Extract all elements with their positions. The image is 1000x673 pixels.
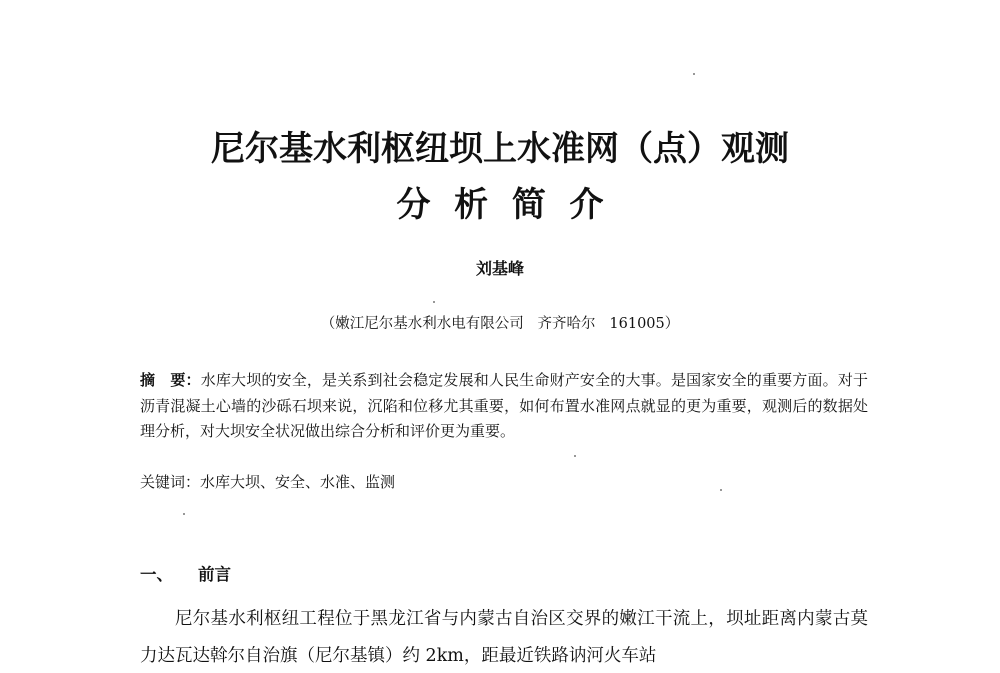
scan-speck — [693, 73, 695, 75]
scan-speck — [433, 301, 435, 303]
scan-speck — [574, 455, 576, 457]
section-number: 一、 — [140, 565, 173, 584]
keywords — [140, 471, 868, 493]
scan-speck — [720, 489, 722, 491]
abstract-label: 摘 要： — [140, 371, 201, 389]
section-heading-intro — [140, 563, 231, 587]
author-affiliation: （嫩江尼尔基水利水电有限公司 齐齐哈尔 161005） — [320, 316, 680, 332]
abstract — [140, 368, 868, 445]
paper-title-line-2: 分 析 简 介 — [396, 185, 604, 225]
keywords-label: 关键词： — [140, 473, 201, 491]
abstract-text: 水库大坝的安全，是关系到社会稳定发展和人民生命财产安全的大事。是国家安全的重要方面。对于沥青混凝土心墙的沙砾石坝来说，沉陷和位移尤其重要，如何布置水准网点就显的更为重要，观测后的数据处理分析，对大坝安全状况做出综合分析和评价更为重要。 — [140, 371, 868, 440]
keywords-text: 水库大坝、安全、水准、监测 — [200, 473, 396, 491]
scan-speck — [183, 513, 185, 515]
paper-title-line-1: 尼尔基水利枢纽坝上水准网（点）观测 — [211, 129, 789, 169]
section-body-paragraph: 尼尔基水利枢纽工程位于黑龙江省与内蒙古自治区交界的嫩江干流上，坝址距离内蒙古莫力达瓦达斡尔自治旗（尼尔基镇）约 2km，距最近铁路讷河火车站 — [140, 609, 868, 666]
author-name: 刘基峰 — [475, 259, 524, 278]
section-title: 前言 — [198, 565, 231, 584]
